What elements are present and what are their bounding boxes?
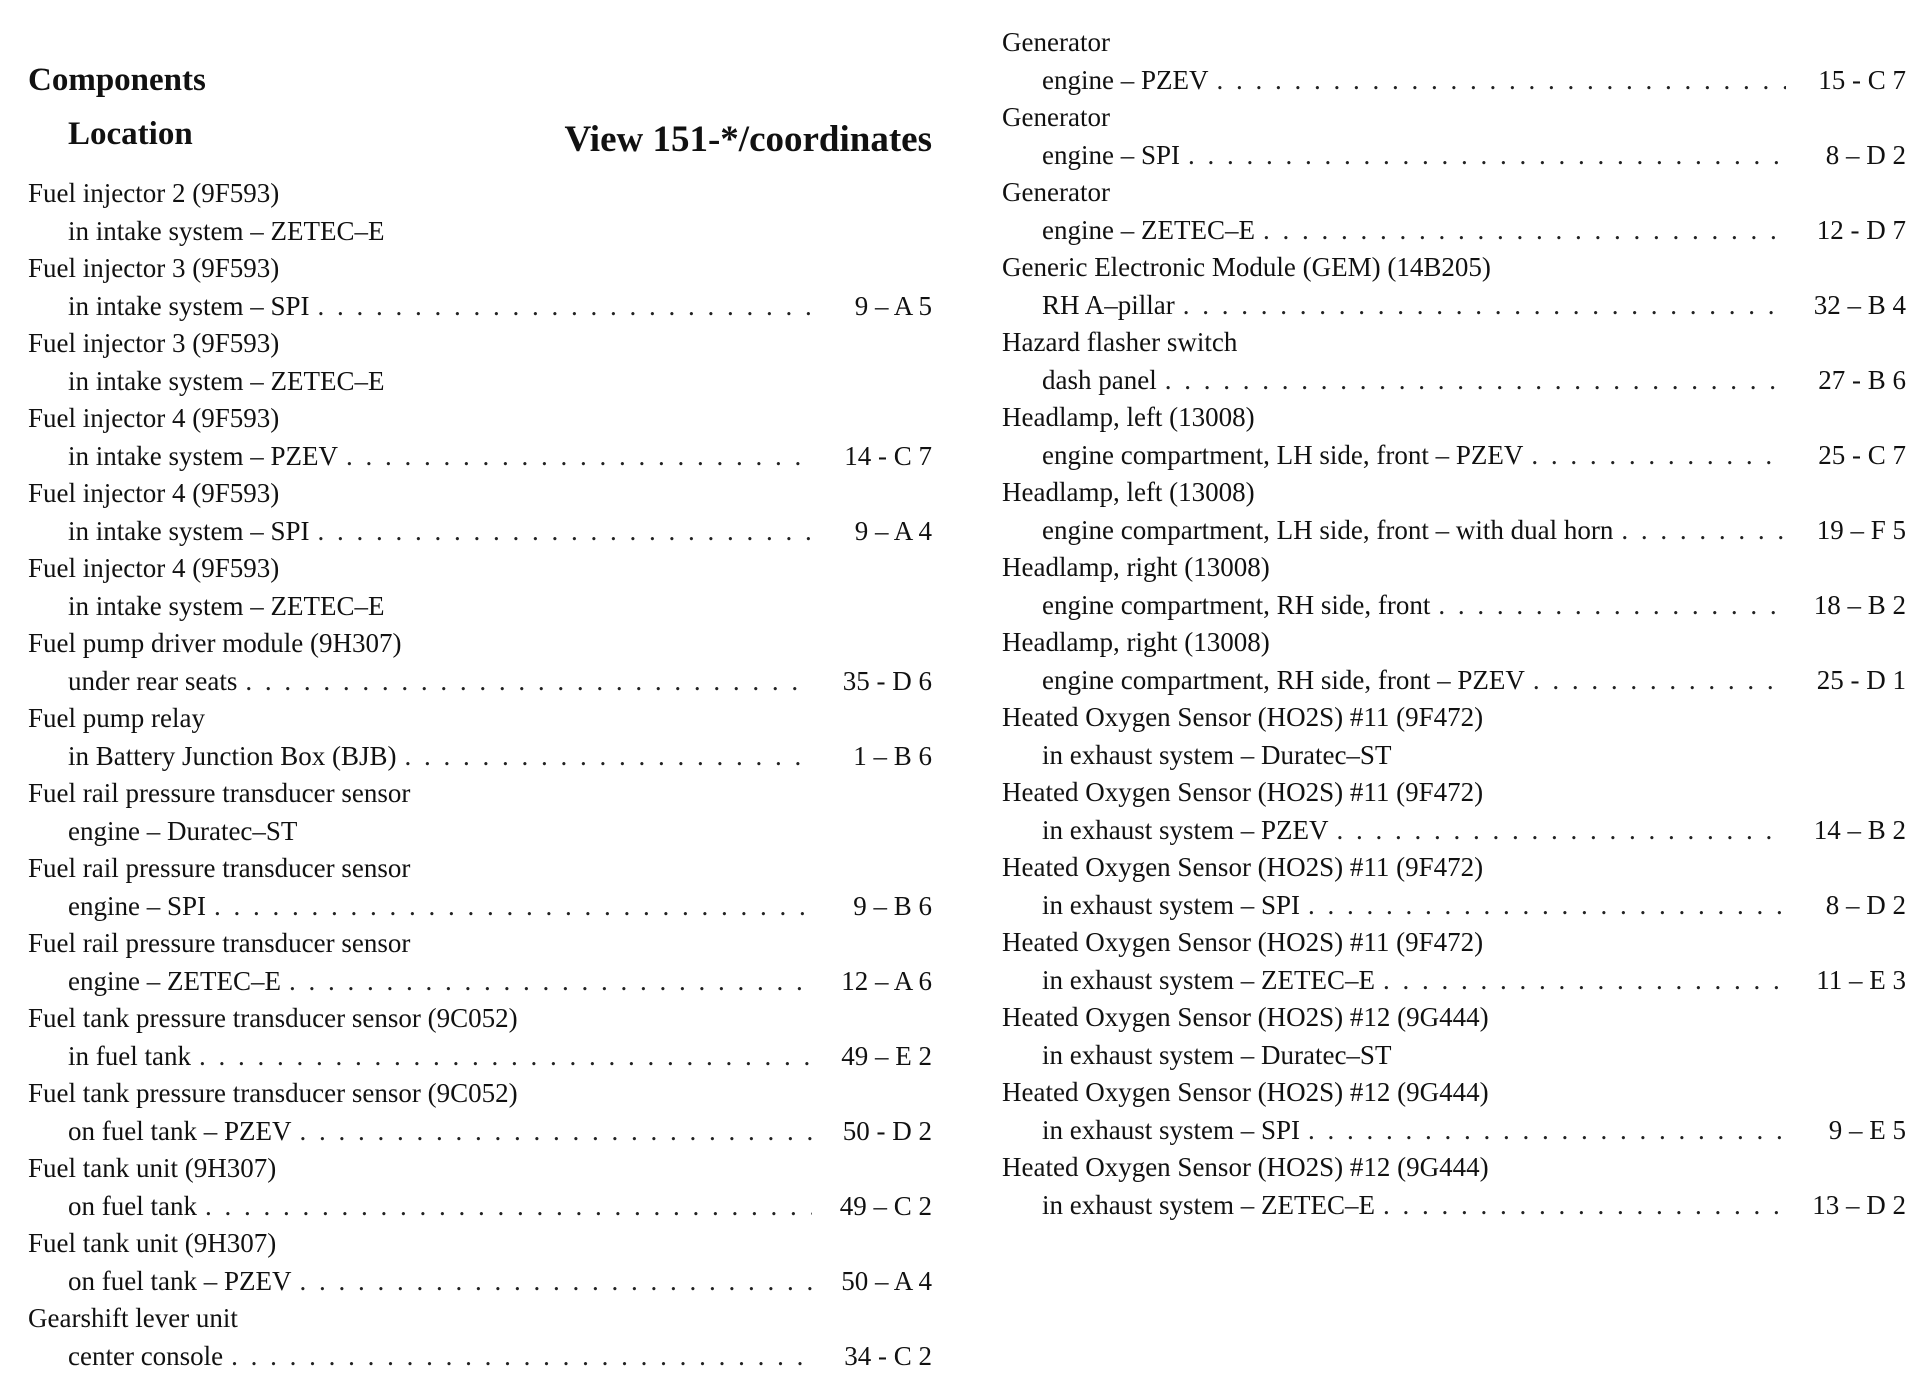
component-location: RH A–pillar [1042,289,1175,320]
component-entry [1002,99,1906,174]
dot-leader [214,888,812,926]
component-location-row [1002,737,1906,775]
component-entry [28,700,932,775]
component-name: Heated Oxygen Sensor (HO2S) #11 (9F472) [1002,777,1484,807]
dot-leader [1183,287,1786,325]
view-coordinate: 13 – D 2 [1812,1189,1906,1220]
component-location: in exhaust system – ZETEC–E [1042,964,1375,995]
component-name: Headlamp, right (13008) [1002,627,1270,657]
component-name: Fuel injector 4 (9F593) [28,553,280,583]
view-coordinate: 12 - D 7 [1816,214,1906,245]
component-entry [28,625,932,700]
component-location-row [1002,1187,1906,1225]
component-name: Hazard flasher switch [1002,327,1238,357]
view-coordinate: 9 – E 5 [1828,1114,1906,1145]
page-title: Components [28,62,206,98]
component-location: in intake system – ZETEC–E [68,590,385,621]
component-entry [1002,774,1906,849]
component-entry [1002,549,1906,624]
component-name: Fuel injector 3 (9F593) [28,253,280,283]
component-entry [28,850,932,925]
view-coordinate: 18 – B 2 [1813,589,1906,620]
component-location-row [1002,137,1906,175]
component-entry [1002,1074,1906,1149]
component-location-row [28,213,932,251]
dot-leader [299,1263,812,1301]
component-entry [1002,999,1906,1074]
view-coordinate: 14 - C 7 [844,440,932,471]
view-coordinate: 15 - C 7 [1818,64,1906,95]
component-location-row [28,288,932,326]
view-coordinate: 25 - D 1 [1816,664,1906,695]
component-name: Fuel injector 4 (9F593) [28,478,280,508]
component-name: Heated Oxygen Sensor (HO2S) #11 (9F472) [1002,702,1484,732]
component-location-row [1002,212,1906,250]
component-location: engine compartment, LH side, front – PZEV [1042,439,1524,470]
component-location: engine – SPI [1042,139,1180,170]
component-location-row [28,1338,932,1376]
component-location: engine compartment, LH side, front – with dual horn [1042,514,1614,545]
component-location-row [1002,1037,1906,1075]
component-location: in intake system – PZEV [68,440,338,471]
dot-leader [1216,62,1786,100]
component-entry [28,325,932,400]
component-location: in exhaust system – Duratec–ST [1042,1039,1392,1070]
dot-leader [1263,212,1786,250]
dot-leader [1383,962,1786,1000]
view-coordinate: 25 - C 7 [1818,439,1906,470]
component-location-row [1002,512,1906,550]
view-coordinate: 9 – A 5 [854,290,932,321]
dot-leader [404,738,812,776]
component-entry [1002,249,1906,324]
component-location-row [28,888,932,926]
dot-leader [205,1188,812,1226]
dot-leader [1621,512,1786,550]
component-entry [1002,924,1906,999]
component-location: engine – SPI [68,890,206,921]
component-name: Heated Oxygen Sensor (HO2S) #11 (9F472) [1002,927,1484,957]
view-coordinate: 35 - D 6 [842,665,932,696]
component-entry [1002,474,1906,549]
view-coordinate: 8 – D 2 [1825,139,1906,170]
component-name: Fuel injector 4 (9F593) [28,403,280,433]
component-name: Fuel tank pressure transducer sensor (9C052) [28,1003,518,1033]
component-location: on fuel tank – PZEV [68,1115,292,1146]
dot-leader [1531,437,1786,475]
component-location-row [1002,587,1906,625]
component-location: in exhaust system – ZETEC–E [1042,1189,1375,1220]
component-name: Heated Oxygen Sensor (HO2S) #11 (9F472) [1002,852,1484,882]
component-location-row [1002,1112,1906,1150]
component-entry [28,550,932,625]
component-location: engine compartment, RH side, front – PZEV [1042,664,1525,695]
component-location: engine – ZETEC–E [68,965,281,996]
component-location: in intake system – ZETEC–E [68,365,385,396]
component-name: Fuel pump driver module (9H307) [28,628,402,658]
component-location: dash panel [1042,364,1157,395]
component-location-row [28,663,932,701]
component-location: in intake system – ZETEC–E [68,215,385,246]
component-name: Generic Electronic Module (GEM) (14B205) [1002,252,1491,282]
component-name: Headlamp, left (13008) [1002,402,1255,432]
view-coordinate: 49 – E 2 [841,1040,932,1071]
component-name: Heated Oxygen Sensor (HO2S) #12 (9G444) [1002,1077,1489,1107]
component-location: in Battery Junction Box (BJB) [68,740,397,771]
component-location-row [28,813,932,851]
location-column-label: Location [68,116,193,152]
component-location: in exhaust system – PZEV [1042,814,1329,845]
component-location: on fuel tank – PZEV [68,1265,292,1296]
component-entry [28,1300,932,1375]
view-coordinate: 50 – A 4 [841,1265,932,1296]
component-entry [28,775,932,850]
component-entry [1002,624,1906,699]
component-name: Heated Oxygen Sensor (HO2S) #12 (9G444) [1002,1002,1489,1032]
dot-leader [245,663,812,701]
component-entry [1002,699,1906,774]
view-coordinate: 32 – B 4 [1813,289,1906,320]
component-location: on fuel tank [68,1190,197,1221]
component-location-row [28,1188,932,1226]
component-name: Generator [1002,177,1110,207]
component-name: Fuel rail pressure transducer sensor [28,853,411,883]
view-coordinate: 27 - B 6 [1818,364,1906,395]
view-coordinate: 8 – D 2 [1825,889,1906,920]
component-name: Heated Oxygen Sensor (HO2S) #12 (9G444) [1002,1152,1489,1182]
component-location-row [1002,887,1906,925]
component-name: Generator [1002,27,1110,57]
component-entry [1002,849,1906,924]
component-name: Fuel injector 3 (9F593) [28,328,280,358]
component-entry [1002,24,1906,99]
dot-leader [1308,887,1786,925]
view-coordinate: 49 – C 2 [839,1190,932,1221]
component-location: in exhaust system – Duratec–ST [1042,739,1392,770]
component-location-row [28,963,932,1001]
dot-leader [1165,362,1786,400]
component-location: in exhaust system – SPI [1042,1114,1301,1145]
component-name: Generator [1002,102,1110,132]
dot-leader [1188,137,1786,175]
component-location-row [28,1038,932,1076]
component-entry [1002,1149,1906,1224]
component-location-row [1002,62,1906,100]
component-entry [1002,324,1906,399]
right-component-list [1002,24,1906,1224]
component-entry [28,1225,932,1300]
component-name: Headlamp, left (13008) [1002,477,1255,507]
component-entry [28,1000,932,1075]
component-name: Gearshift lever unit [28,1303,238,1333]
dot-leader [1336,812,1786,850]
component-location: engine – ZETEC–E [1042,214,1255,245]
dot-leader [318,513,813,551]
dot-leader [318,288,813,326]
component-name: Fuel tank pressure transducer sensor (9C052) [28,1078,518,1108]
component-entry [28,1075,932,1150]
dot-leader [1438,587,1786,625]
view-coordinate: 9 – A 4 [854,515,932,546]
dot-leader [346,438,812,476]
component-location: in intake system – SPI [68,290,310,321]
component-location-row [28,738,932,776]
component-location-row [1002,362,1906,400]
view-coordinates-column-label: View 151-*/coordinates [564,119,932,160]
component-location: under rear seats [68,665,238,696]
view-coordinate: 11 – E 3 [1816,964,1906,995]
component-entry [28,475,932,550]
view-coordinate: 34 - C 2 [844,1340,932,1371]
component-entry [28,175,932,250]
component-location: engine compartment, RH side, front [1042,589,1431,620]
component-location: in fuel tank [68,1040,191,1071]
component-name: Fuel tank unit (9H307) [28,1153,277,1183]
component-location-row [1002,662,1906,700]
view-coordinate: 1 – B 6 [853,740,932,771]
view-coordinate: 9 – B 6 [853,890,932,921]
component-entry [28,250,932,325]
component-location-row [1002,962,1906,1000]
component-entry [28,1150,932,1225]
dot-leader [1533,662,1786,700]
component-name: Fuel pump relay [28,703,205,733]
column-header-row [28,116,932,160]
component-name: Fuel rail pressure transducer sensor [28,778,411,808]
component-entry [1002,399,1906,474]
component-location: center console [68,1340,224,1371]
component-location-row [28,438,932,476]
view-coordinate: 14 – B 2 [1813,814,1906,845]
dot-leader [1308,1112,1786,1150]
component-location-row [1002,287,1906,325]
component-location-row [1002,437,1906,475]
component-location-row [28,588,932,626]
component-location: in exhaust system – SPI [1042,889,1301,920]
component-name: Fuel tank unit (9H307) [28,1228,277,1258]
dot-leader [199,1038,812,1076]
component-name: Fuel rail pressure transducer sensor [28,928,411,958]
component-location-row [1002,812,1906,850]
component-location-row [28,513,932,551]
view-coordinate: 19 – F 5 [1816,514,1906,545]
component-location: engine – Duratec–ST [68,815,298,846]
component-entry [28,925,932,1000]
component-location-row [28,363,932,401]
component-entry [28,400,932,475]
dot-leader [231,1338,812,1376]
component-name: Headlamp, right (13008) [1002,552,1270,582]
dot-leader [299,1113,812,1151]
component-location: engine – PZEV [1042,64,1209,95]
component-location-row [28,1113,932,1151]
view-coordinate: 50 - D 2 [842,1115,932,1146]
dot-leader [1383,1187,1786,1225]
component-name: Fuel injector 2 (9F593) [28,178,280,208]
component-entry [1002,174,1906,249]
view-coordinate: 12 – A 6 [841,965,932,996]
component-location-row [28,1263,932,1301]
left-component-list [28,175,932,1375]
component-location: in intake system – SPI [68,515,310,546]
dot-leader [289,963,812,1001]
